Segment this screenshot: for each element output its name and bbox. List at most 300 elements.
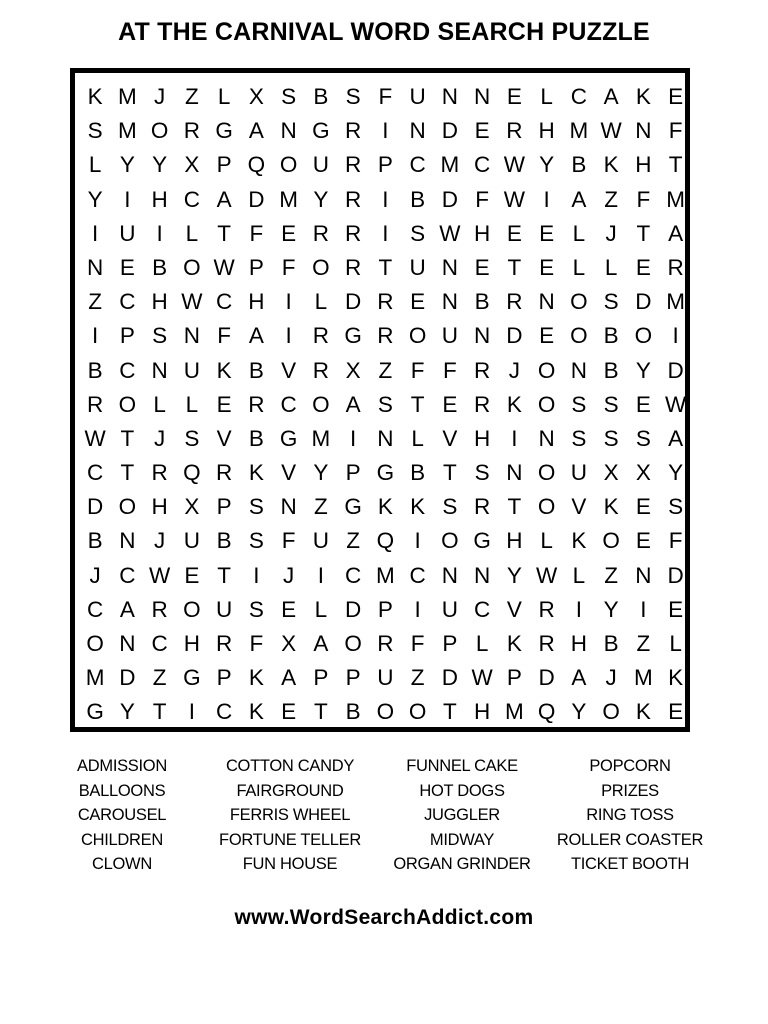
grid-letter: R: [377, 631, 394, 656]
grid-row: [79, 354, 692, 388]
grid-letter: N: [151, 357, 168, 383]
grid-letter: P: [377, 152, 393, 178]
grid-letter: T: [120, 425, 135, 451]
grid-letter: L: [475, 631, 489, 656]
grid-letter: J: [283, 562, 295, 588]
grid-letter: E: [635, 494, 651, 520]
grid-letter: U: [441, 323, 458, 349]
grid-letter: R: [345, 186, 362, 212]
grid-letter: A: [216, 186, 232, 212]
grid-letter: E: [506, 220, 522, 246]
grid-letter: Y: [119, 152, 135, 178]
grid-letter: Q: [537, 699, 556, 725]
grid-letter: N: [474, 562, 491, 588]
grid-letter: J: [154, 528, 166, 554]
grid-letter: A: [571, 186, 587, 212]
word-list-item: FUNNEL CAKE: [406, 757, 518, 775]
grid-letter: S: [248, 494, 264, 520]
grid-letter: S: [474, 460, 490, 486]
grid-letter: O: [312, 391, 330, 417]
grid-letter: Z: [185, 84, 199, 109]
grid-letter: C: [119, 357, 136, 383]
grid-letter: X: [184, 494, 200, 520]
grid-letter: E: [119, 254, 135, 280]
grid-letter: P: [377, 596, 393, 622]
grid-letter: E: [539, 254, 555, 280]
grid-letter: B: [603, 631, 619, 656]
grid-letter: D: [506, 323, 523, 349]
grid-letter: R: [506, 118, 523, 144]
grid-letter: E: [474, 254, 490, 280]
grid-letter: L: [153, 391, 166, 417]
grid-letter: T: [636, 220, 651, 246]
grid-letter: C: [183, 186, 200, 212]
grid-letter: B: [571, 152, 587, 178]
grid-letter: O: [537, 357, 556, 383]
grid-letter: N: [377, 425, 394, 451]
grid-letter: F: [443, 357, 457, 383]
grid-letter: G: [86, 699, 104, 725]
grid-row: [79, 490, 692, 524]
grid-letter: K: [410, 494, 426, 520]
grid-letter: Z: [604, 186, 618, 212]
grid-letter: C: [87, 596, 104, 622]
grid-letter: O: [441, 528, 459, 554]
grid-letter: O: [376, 699, 395, 725]
grid-letter: D: [635, 289, 652, 315]
grid-letter: R: [151, 460, 168, 486]
word-list-item: ROLLER COASTER: [556, 830, 704, 849]
grid-letter: I: [156, 220, 163, 246]
grid-letter: D: [441, 665, 458, 691]
grid-letter: I: [575, 596, 582, 622]
grid-letter: R: [183, 118, 200, 144]
grid-letter: H: [248, 289, 265, 315]
grid-letter: K: [506, 391, 522, 417]
word-list-item: TICKET BOOTH: [570, 855, 690, 873]
grid-letter: R: [216, 631, 233, 656]
grid-row: [79, 319, 692, 353]
grid-letter: U: [312, 152, 329, 178]
grid-letter: R: [474, 494, 491, 520]
word-list-item: BALLOONS: [78, 781, 166, 800]
grid-letter: Z: [152, 665, 167, 691]
grid-row: [79, 148, 692, 182]
grid-letter: S: [571, 425, 587, 451]
word-list-item: FAIRGROUND: [236, 781, 344, 800]
grid-letter: O: [570, 289, 588, 315]
grid-letter: Z: [410, 665, 425, 691]
grid-letter: E: [281, 699, 297, 725]
grid-letter: I: [285, 323, 292, 349]
grid-letter: J: [89, 562, 101, 588]
grid-letter: L: [411, 425, 424, 451]
grid-row: [79, 524, 692, 558]
grid-letter: U: [119, 220, 136, 246]
grid-letter: M: [634, 665, 653, 691]
website-url: www.WordSearchAddict.com: [234, 906, 534, 929]
grid-letter: K: [603, 494, 619, 520]
word-list-item: JUGGLER: [424, 806, 500, 824]
grid-letter: T: [152, 699, 167, 725]
grid-letter: C: [119, 562, 136, 588]
grid-letter: A: [345, 391, 361, 417]
grid-letter: I: [253, 562, 260, 588]
grid-letter: K: [635, 699, 651, 725]
grid-letter: K: [87, 84, 103, 109]
grid-letter: D: [441, 186, 458, 212]
grid-letter: G: [215, 118, 233, 144]
grid-letter: W: [439, 220, 461, 246]
grid-letter: N: [441, 562, 458, 588]
grid-letter: I: [317, 562, 324, 588]
grid-letter: R: [216, 460, 233, 486]
grid-letter: K: [248, 699, 264, 725]
grid-letter: S: [410, 220, 426, 246]
grid-letter: C: [474, 152, 491, 178]
grid-letter: N: [119, 528, 136, 554]
grid-letter: N: [506, 460, 523, 486]
grid-letter: Y: [635, 357, 651, 383]
grid-letter: C: [280, 391, 297, 417]
grid-letter: R: [474, 357, 491, 383]
grid-letter: M: [279, 186, 298, 212]
grid-letter: N: [474, 84, 491, 109]
grid-row: [79, 285, 692, 319]
grid-letter: G: [376, 460, 395, 486]
grid-letter: M: [118, 118, 137, 144]
grid-row: [79, 388, 692, 422]
grid-letter: W: [213, 254, 235, 280]
grid-letter: O: [86, 631, 104, 656]
grid-letter: P: [313, 665, 329, 691]
grid-letter: O: [537, 460, 556, 486]
word-list-item: RING TOSS: [586, 806, 674, 824]
grid-letter: N: [441, 254, 458, 280]
grid-letter: T: [378, 254, 393, 280]
grid-letter: S: [345, 84, 361, 109]
grid-letter: D: [441, 118, 458, 144]
grid-letter: R: [667, 254, 684, 280]
grid-letter: V: [442, 425, 458, 451]
grid-letter: T: [668, 152, 683, 178]
grid-letter: X: [345, 357, 361, 383]
grid-letter: W: [471, 665, 493, 691]
grid-letter: A: [313, 631, 329, 656]
grid-letter: M: [85, 665, 105, 691]
grid-letter: O: [344, 631, 362, 656]
grid-letter: Y: [152, 152, 168, 178]
grid-letter: O: [279, 152, 298, 178]
word-list-item: COTTON CANDY: [225, 757, 355, 775]
grid-letter: W: [600, 118, 622, 144]
grid-row: [79, 114, 692, 148]
grid-letter: B: [152, 254, 168, 280]
grid-letter: O: [602, 699, 620, 725]
grid-letter: O: [537, 494, 556, 520]
grid-letter: Y: [539, 152, 555, 178]
grid-letter: L: [572, 562, 586, 588]
grid-letter: P: [345, 460, 361, 486]
grid-letter: Y: [668, 460, 684, 486]
grid-letter: V: [281, 357, 297, 383]
grid-letter: F: [217, 323, 231, 349]
grid-letter: A: [248, 118, 264, 144]
grid-letter: F: [249, 220, 264, 246]
grid-letter: E: [635, 254, 651, 280]
grid-letter: I: [414, 596, 421, 622]
grid-letter: L: [185, 391, 199, 417]
grid-row: [79, 456, 692, 490]
grid-letter: J: [605, 220, 617, 246]
word-list-item: CAROUSEL: [77, 806, 167, 824]
grid-letter: F: [475, 186, 489, 212]
grid-letter: E: [539, 323, 555, 349]
grid-letter: D: [345, 596, 362, 622]
grid-letter: E: [668, 84, 684, 109]
grid-letter: W: [84, 425, 106, 451]
grid-letter: E: [668, 596, 684, 622]
grid-letter: K: [216, 357, 232, 383]
grid-letter: B: [87, 357, 103, 383]
grid-letter: H: [474, 699, 491, 725]
grid-letter: K: [377, 494, 393, 520]
grid-letter: I: [543, 186, 550, 212]
grid-letter: G: [312, 118, 330, 144]
grid-letter: M: [440, 152, 460, 178]
word-list-item: FUN HOUSE: [242, 855, 338, 873]
grid-letter: U: [183, 357, 200, 383]
grid-letter: C: [151, 631, 168, 656]
grid-letter: B: [603, 323, 619, 349]
grid-letter: Q: [376, 528, 395, 554]
grid-letter: L: [572, 254, 586, 280]
word-list-item: CHILDREN: [81, 830, 163, 849]
grid-letter: H: [506, 528, 523, 554]
grid-letter: F: [410, 631, 425, 656]
grid-letter: V: [506, 596, 522, 622]
grid-letter: H: [183, 631, 200, 656]
grid-letter: G: [183, 665, 201, 691]
grid-letter: O: [118, 391, 137, 417]
grid-letter: W: [503, 186, 525, 212]
grid-letter: Y: [313, 186, 329, 212]
grid-letter: N: [538, 425, 555, 451]
grid-letter: D: [667, 357, 684, 383]
grid-letter: J: [154, 425, 166, 451]
grid-letter: Z: [378, 357, 393, 383]
grid-letter: R: [87, 391, 104, 417]
grid-row: [79, 217, 692, 251]
grid-letter: U: [216, 596, 233, 622]
grid-letter: T: [120, 460, 135, 486]
grid-letter: B: [313, 84, 329, 109]
grid-letter: H: [635, 152, 652, 178]
word-column: [42, 754, 202, 877]
grid-letter: A: [668, 220, 684, 246]
grid-letter: E: [635, 391, 651, 417]
grid-letter: M: [505, 699, 524, 725]
grid-letter: D: [248, 186, 265, 212]
grid-letter: X: [635, 460, 651, 486]
grid-row: [79, 251, 692, 285]
grid-letter: T: [443, 699, 457, 725]
grid-letter: E: [281, 596, 297, 622]
grid-letter: K: [506, 631, 522, 656]
grid-letter: B: [87, 528, 103, 554]
grid-letter: I: [91, 220, 99, 246]
grid-letter: O: [150, 118, 169, 144]
page-title: AT THE CARNIVAL WORD SEARCH PUZZLE: [118, 18, 650, 46]
grid-letter: R: [312, 220, 329, 246]
grid-letter: R: [345, 118, 362, 144]
grid-letter: M: [311, 425, 331, 451]
grid-letter: I: [640, 596, 647, 622]
grid-letter: L: [88, 152, 102, 178]
grid-letter: H: [151, 289, 168, 315]
grid-letter: A: [281, 665, 297, 691]
grid-letter: Y: [506, 562, 522, 588]
grid-letter: B: [248, 357, 264, 383]
grid-row: [79, 661, 692, 695]
grid-letter: Y: [571, 699, 587, 725]
grid-letter: E: [668, 699, 684, 725]
grid-letter: S: [668, 494, 684, 520]
grid-letter: E: [506, 84, 522, 109]
grid-letter: I: [124, 186, 131, 212]
grid-letter: M: [666, 186, 685, 212]
word-list-item: HOT DOGS: [419, 781, 505, 800]
word-column: [378, 754, 546, 877]
grid-letter: U: [570, 460, 587, 486]
grid-letter: Y: [603, 596, 619, 622]
grid-letter: I: [382, 118, 389, 144]
grid-letter: N: [474, 323, 491, 349]
grid-letter: T: [443, 460, 457, 486]
grid-letter: O: [602, 528, 620, 554]
grid-letter: R: [506, 289, 523, 315]
grid-letter: C: [474, 596, 491, 622]
grid-letter: E: [281, 220, 297, 246]
grid-letter: K: [635, 84, 651, 109]
grid-letter: R: [345, 152, 362, 178]
grid-letter: J: [605, 665, 617, 691]
grid-letter: I: [511, 425, 518, 451]
grid-letter: B: [248, 425, 264, 451]
grid-letter: S: [603, 425, 619, 451]
grid-letter: C: [87, 460, 104, 486]
grid-letter: G: [473, 528, 491, 554]
grid-letter: N: [87, 254, 104, 280]
grid-letter: I: [349, 425, 357, 451]
grid-letter: Z: [88, 289, 102, 315]
grid-letter: O: [183, 254, 201, 280]
grid-letter: I: [188, 699, 195, 725]
grid-letter: P: [216, 152, 232, 178]
grid-letter: N: [280, 118, 297, 144]
grid-letter: D: [538, 665, 555, 691]
grid-letter: D: [667, 562, 684, 588]
grid-letter: I: [382, 186, 389, 212]
grid-row: [79, 627, 692, 661]
grid-letter: W: [503, 152, 525, 178]
word-list: [42, 754, 732, 877]
word-column: [202, 754, 378, 877]
grid-letter: P: [248, 254, 264, 280]
grid-letter: B: [410, 186, 426, 212]
word-list-item: CLOWN: [92, 855, 152, 873]
grid-letter: T: [217, 562, 231, 588]
grid-letter: C: [119, 289, 136, 315]
grid-letter: F: [668, 118, 683, 144]
grid-letter: A: [668, 425, 684, 451]
grid-letter: A: [248, 323, 264, 349]
grid-row: [79, 422, 692, 456]
grid-letter: T: [507, 254, 522, 280]
grid-letter: W: [181, 289, 203, 315]
grid-letter: N: [570, 357, 587, 383]
grid-letter: I: [414, 528, 421, 554]
grid-letter: P: [216, 665, 232, 691]
grid-letter: E: [635, 528, 651, 554]
grid-letter: Y: [119, 699, 135, 725]
grid-letter: H: [474, 220, 491, 246]
grid-letter: Y: [313, 460, 329, 486]
grid-letter: I: [285, 289, 292, 315]
grid-letter: E: [410, 289, 426, 315]
grid-letter: T: [314, 699, 328, 725]
grid-letter: G: [344, 494, 362, 520]
grid-letter: R: [538, 631, 555, 656]
grid-letter: E: [442, 391, 458, 417]
grid-letter: S: [377, 391, 393, 417]
grid-letter: C: [216, 699, 233, 725]
grid-letter: O: [537, 391, 556, 417]
grid-letter: B: [474, 289, 490, 315]
grid-letter: R: [312, 323, 329, 349]
grid-letter: S: [184, 425, 200, 451]
grid-letter: S: [635, 425, 651, 451]
grid-letter: F: [249, 631, 264, 656]
grid-letter: P: [345, 665, 361, 691]
grid-letter: U: [183, 528, 200, 554]
grid-letter: E: [474, 118, 490, 144]
grid-letter: O: [118, 494, 137, 520]
grid-letter: X: [184, 152, 200, 178]
grid-letter: S: [87, 118, 103, 144]
grid-letter: U: [409, 84, 426, 109]
grid-letter: M: [118, 84, 137, 109]
grid-letter: P: [442, 631, 458, 656]
grid-letter: I: [672, 323, 679, 349]
grid-letter: N: [280, 494, 297, 520]
word-list-item: MIDWAY: [429, 830, 495, 849]
grid-letter: W: [536, 562, 558, 588]
grid-row: [79, 183, 692, 217]
grid-letter: L: [604, 254, 618, 280]
word-list-item: ADMISSION: [77, 757, 167, 775]
grid-letter: H: [474, 425, 491, 451]
grid-letter: J: [508, 357, 520, 383]
grid-letter: N: [409, 118, 426, 144]
letter-grid: [79, 80, 692, 730]
grid-letter: R: [377, 289, 394, 315]
grid-letter: T: [410, 391, 425, 417]
grid-letter: B: [410, 460, 426, 486]
word-list-item: POPCORN: [589, 757, 671, 775]
grid-letter: R: [538, 596, 555, 622]
grid-letter: F: [378, 84, 393, 109]
